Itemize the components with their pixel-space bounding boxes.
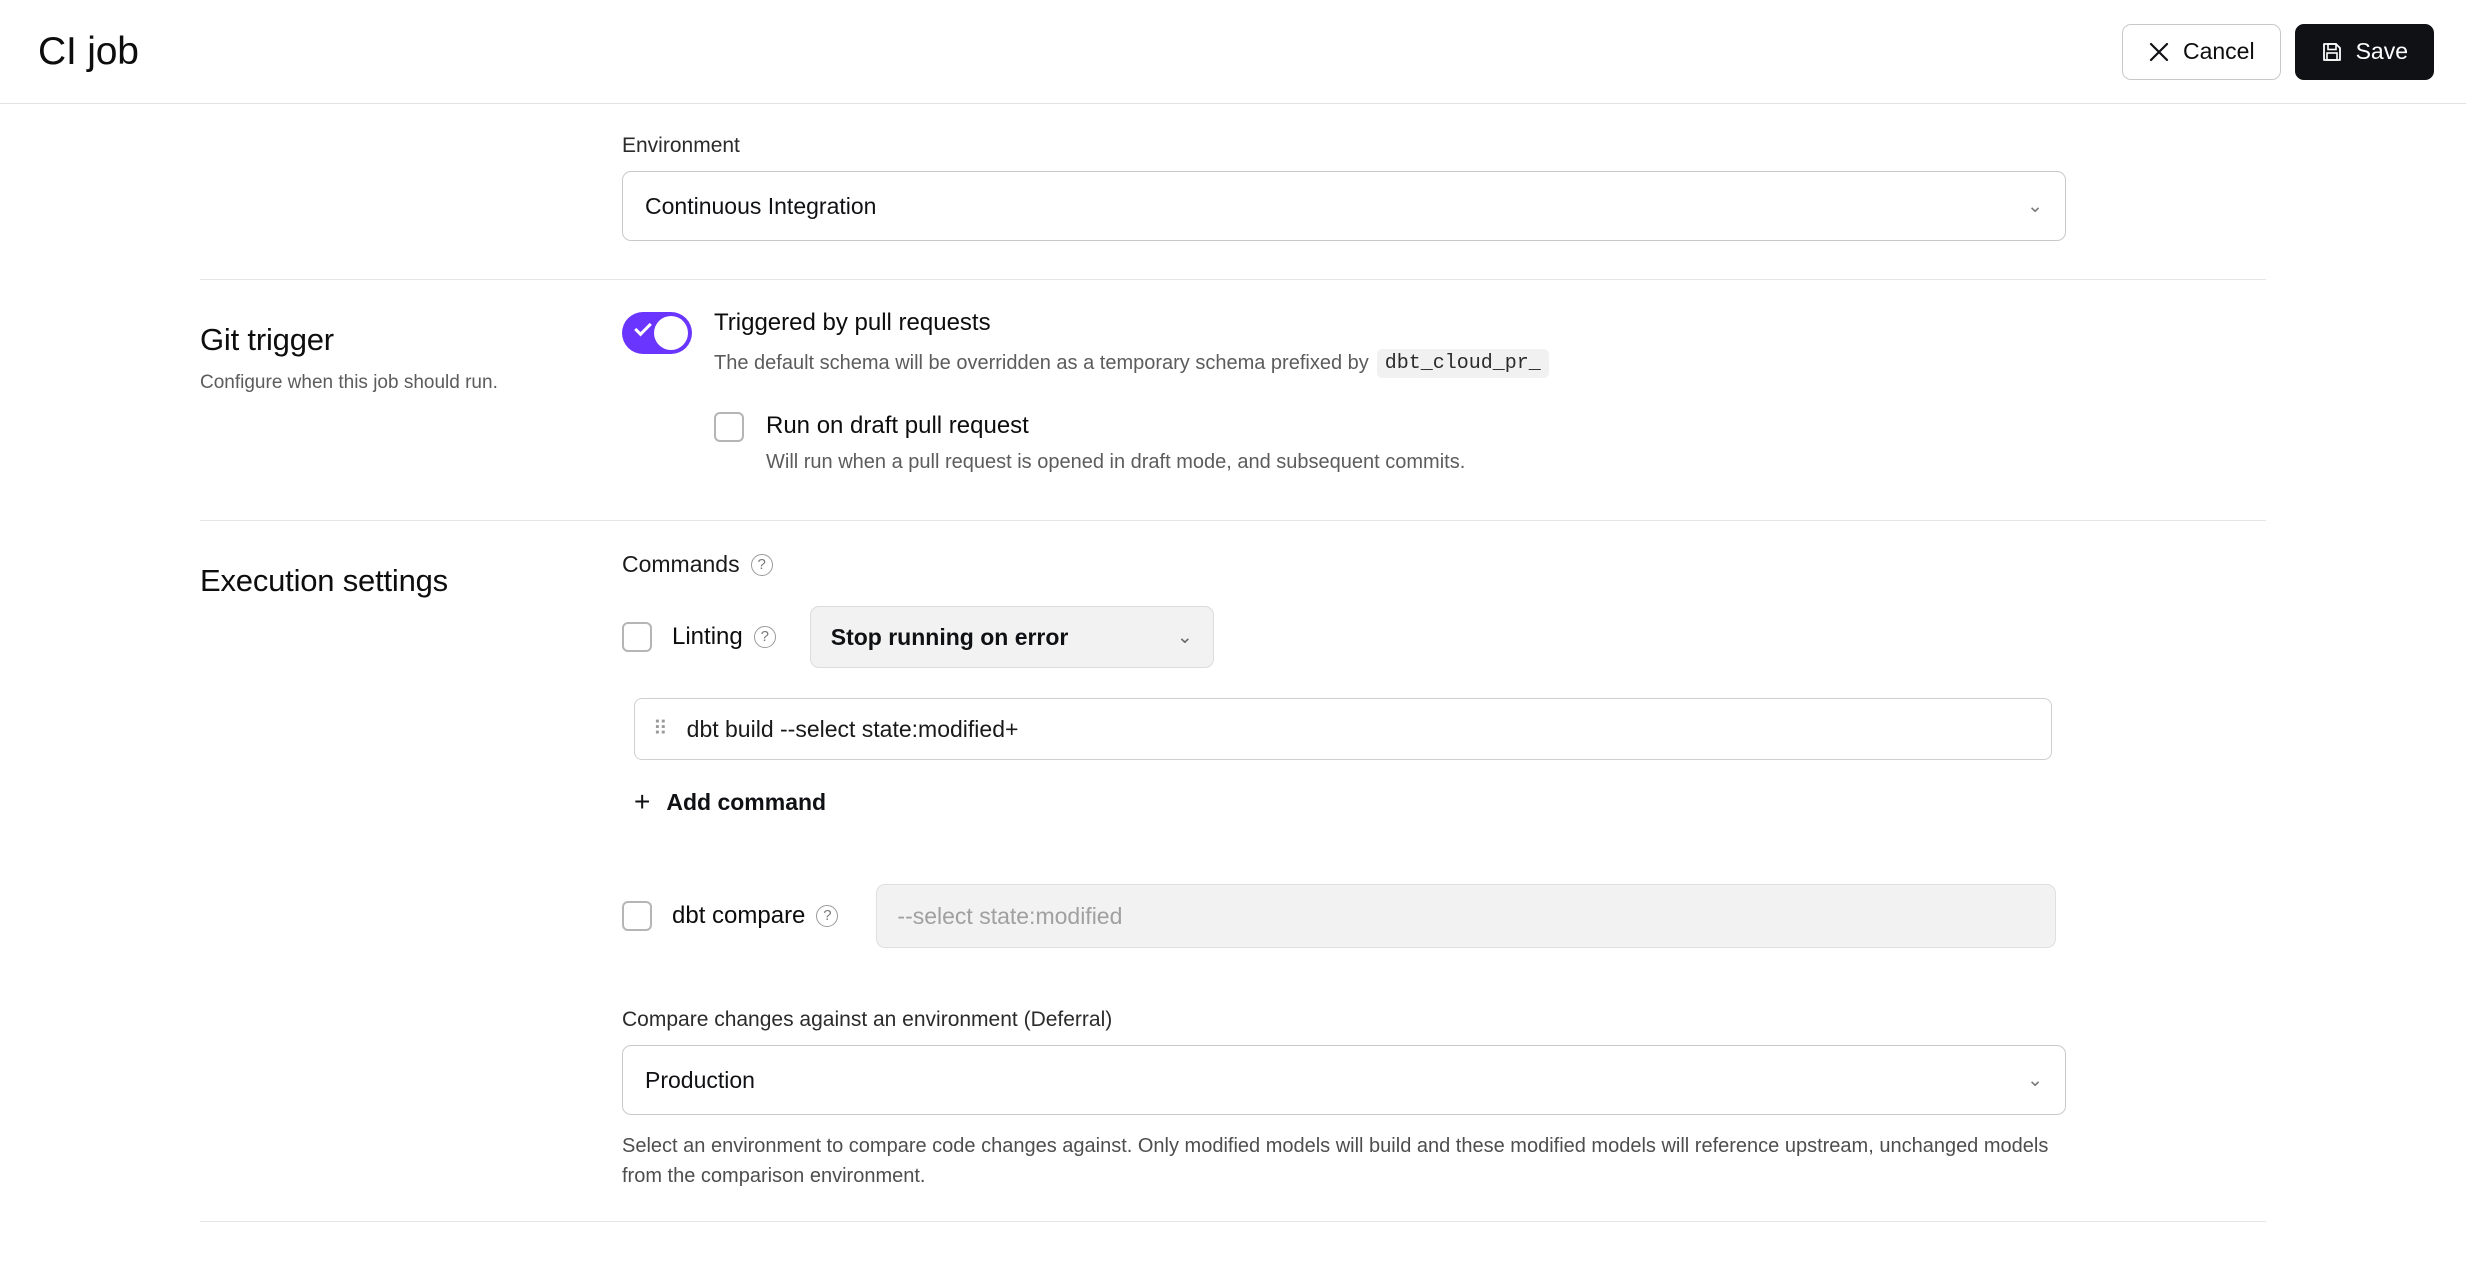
question-mark-icon[interactable]: ? [754, 626, 776, 648]
command-input-row[interactable] [634, 698, 2052, 760]
environment-section-right [622, 104, 2066, 241]
page-title: CI job [38, 29, 139, 73]
environment-label: Environment [622, 134, 740, 157]
triggered-by-pull-requests-text [714, 310, 1549, 474]
git-trigger-info [0, 280, 622, 474]
run-on-draft-pull-request-text [766, 412, 1465, 474]
linting-checkbox[interactable] [622, 622, 652, 652]
page-content [0, 104, 2466, 1262]
chevron-down-icon: ⌄ [1176, 626, 1193, 648]
triggered-by-pull-requests-row [622, 310, 2066, 474]
environment-section-left [0, 104, 622, 241]
git-trigger-section [0, 280, 2466, 474]
git-trigger-controls [622, 280, 2066, 474]
execution-settings-info [0, 521, 622, 1191]
git-trigger-title: Git trigger [200, 322, 334, 357]
dbt-compare-input[interactable] [876, 884, 2056, 948]
run-on-draft-pull-request-description: Will run when a pull request is opened in draft mode, and subsequent commits. [766, 451, 1466, 474]
run-on-draft-pull-request-checkbox[interactable] [714, 412, 744, 442]
commands-label-row [622, 551, 2066, 578]
floppy-disk-icon [2321, 41, 2343, 63]
deferral-help-text: Select an environment to compare code changes against. Only modified models will build and these modified models will reference upstream, unchanged models from the comparison environment. [622, 1135, 2049, 1188]
question-mark-icon[interactable]: ? [751, 554, 773, 576]
cancel-button-label: Cancel [2182, 38, 2255, 64]
linting-label-group [672, 623, 776, 651]
drag-handle-icon[interactable]: ⠿ [653, 718, 669, 741]
run-on-draft-pull-request-label: Run on draft pull request [766, 412, 1029, 440]
question-mark-icon[interactable]: ? [816, 905, 838, 927]
triggered-by-pull-requests-toggle[interactable] [622, 312, 692, 354]
deferral-label: Compare changes against an environment (Deferral) [622, 1008, 1113, 1032]
dbt-compare-label: dbt compare [672, 902, 806, 930]
execution-settings-title: Execution settings [200, 563, 448, 599]
environment-select-value: Continuous Integration [645, 192, 877, 219]
triggered-by-pull-requests-helper [714, 349, 1549, 378]
environment-section [0, 104, 2466, 241]
commands-label: Commands [622, 551, 740, 578]
execution-settings-controls [622, 521, 2066, 1191]
environment-select[interactable] [622, 171, 2066, 241]
save-button-label: Save [2355, 38, 2408, 64]
git-trigger-description: Configure when this job should run. [200, 372, 498, 393]
triggered-by-pull-requests-label: Triggered by pull requests [714, 309, 991, 336]
chevron-down-icon: ⌄ [2027, 195, 2043, 217]
dbt-compare-checkbox[interactable] [622, 901, 652, 931]
linting-behavior-select[interactable] [810, 606, 1214, 668]
save-button[interactable] [2295, 24, 2434, 80]
dbt-compare-placeholder: --select state:modified [897, 902, 1123, 929]
plus-icon: + [634, 786, 651, 818]
close-icon [2148, 41, 2170, 63]
check-icon [634, 319, 652, 337]
linting-row [622, 606, 2066, 668]
run-on-draft-pull-request-row [714, 412, 1549, 474]
add-command-label: Add command [666, 788, 827, 815]
deferral-environment-value: Production [645, 1066, 755, 1093]
chevron-down-icon: ⌄ [2027, 1069, 2043, 1091]
dbt-compare-label-group [672, 902, 838, 930]
helper-text: The default schema will be overridden as a temporary schema prefixed by [714, 352, 1369, 375]
execution-settings-section [0, 521, 2466, 1191]
page-header [0, 0, 2466, 104]
toggle-knob [654, 316, 688, 350]
deferral-group [622, 1008, 2066, 1191]
add-command-button[interactable] [634, 786, 826, 818]
schema-prefix-code: dbt_cloud_pr_ [1377, 349, 1549, 378]
header-actions [2122, 24, 2434, 80]
deferral-environment-select[interactable] [622, 1045, 2066, 1115]
dbt-compare-row [622, 884, 2066, 948]
bottom-divider [200, 1221, 2266, 1222]
linting-behavior-value: Stop running on error [830, 623, 1069, 650]
cancel-button[interactable] [2122, 24, 2281, 80]
command-input-value: dbt build --select state:modified+ [686, 715, 1019, 742]
linting-label: Linting [672, 623, 743, 651]
